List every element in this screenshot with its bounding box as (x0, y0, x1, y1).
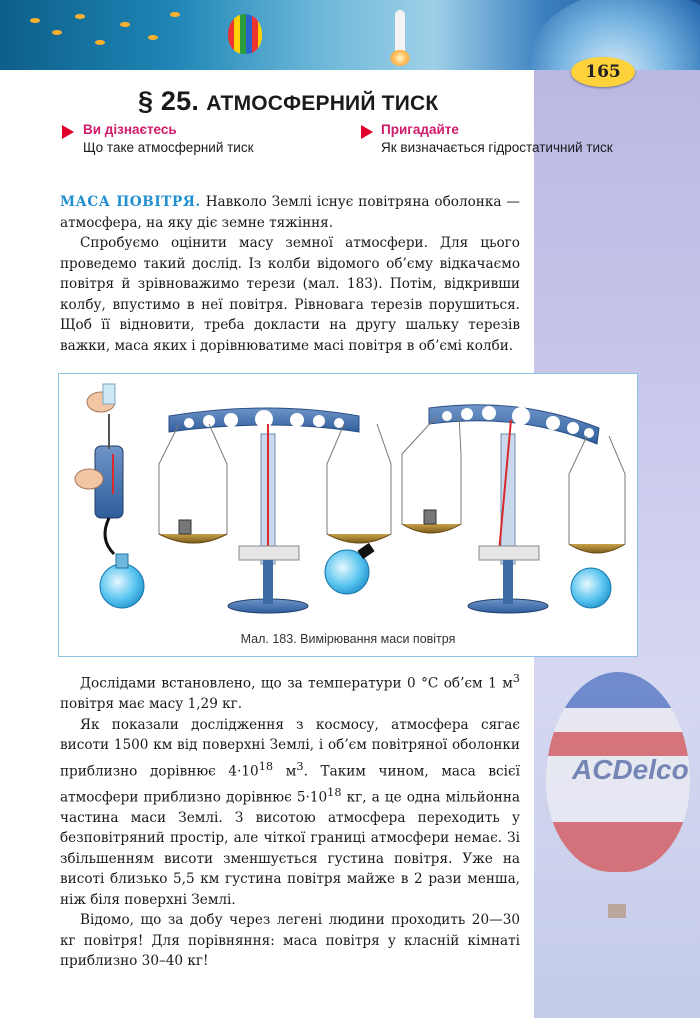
paragraph: Спробуємо оцінити масу земної атмосфери. Для цього проведемо такий дослід. Із колби відомого об’єму відкачаємо повітря й зрівноважимо терези (мал. 183). Потім, відкривши колбу, впустимо в неї повітря. Рівновага терезів порушиться. Щоб її відновити, треба докласти на другу шальку терезів важки, маса яких і дорівнюватиме масі повітря в об’ємі колби. (60, 235, 520, 354)
balance-scale-right (402, 405, 625, 613)
figure-caption: Мал. 183. Вимірювання маси повітря (240, 632, 456, 646)
balance-scale-left (159, 408, 391, 613)
space-shuttle-icon (395, 10, 405, 54)
section-title (138, 86, 458, 117)
learn-box (83, 121, 313, 157)
figure-183 (58, 373, 638, 657)
section-name: АТМОСФЕРНИЙ ТИСК (206, 92, 439, 115)
paragraph: МАСА ПОВІТРЯ. Навколо Землі існує повітряна оболонка — атмосфера, на яку діє земне тяжіння. (60, 194, 520, 231)
paragraph: Як показали дослідження з космосу, атмосфера сягає висоти 1500 км від поверхні Землі, і об’єм повітряної оболонки приблизно дорівнює $4\cdot 10^{18}$ $м^3$. Таким чином, маса всієї атмосфери приблизно дорівнює $5\cdot 10^{18}$ кг, а це одна мільйонна частина маси Землі. З висотою атмосфера переходить у безповітряний простір, але чіткої границі атмосфери немає. Зі збільшенням висоти зменшується густина повітря. Уже на висоті близько 5,5 км густина повітря майже в 2 рази менша, ніж біля поверхні Землі. (60, 716, 520, 908)
balloon-icon (228, 14, 262, 54)
paragraph: Дослідами встановлено, що за температури 0 °C об’єм 1 $м^3$ повітря має масу 1,29 кг. (60, 671, 520, 713)
recall-text: Як визначається гідростатичний тиск (381, 140, 613, 155)
paragraph: Відомо, що за добу через легені людини проходить 20—30 кг повітря! Для порівняння: маса повітря у класній кімнаті приблизно 30–40 кг! (60, 912, 520, 970)
hot-air-balloon-image (546, 672, 690, 922)
learn-heading: Ви дізнаєтесь (83, 122, 177, 137)
intro-text (60, 192, 520, 356)
recall-heading: Пригадайте (381, 122, 459, 137)
triangle-bullet-icon (361, 125, 373, 139)
topic-lead: МАСА ПОВІТРЯ. (60, 194, 201, 210)
section-number: § 25. (138, 86, 200, 116)
recall-box (381, 121, 621, 157)
learn-text: Що таке атмосферний тиск (83, 140, 254, 155)
triangle-bullet-icon (62, 125, 74, 139)
page-number-badge: 165 (571, 57, 635, 87)
balance-experiment-illustration (59, 374, 637, 624)
body-text (60, 668, 520, 972)
air-pump-icon (75, 384, 144, 608)
balloon-brand-text: ACDelco (572, 754, 689, 785)
